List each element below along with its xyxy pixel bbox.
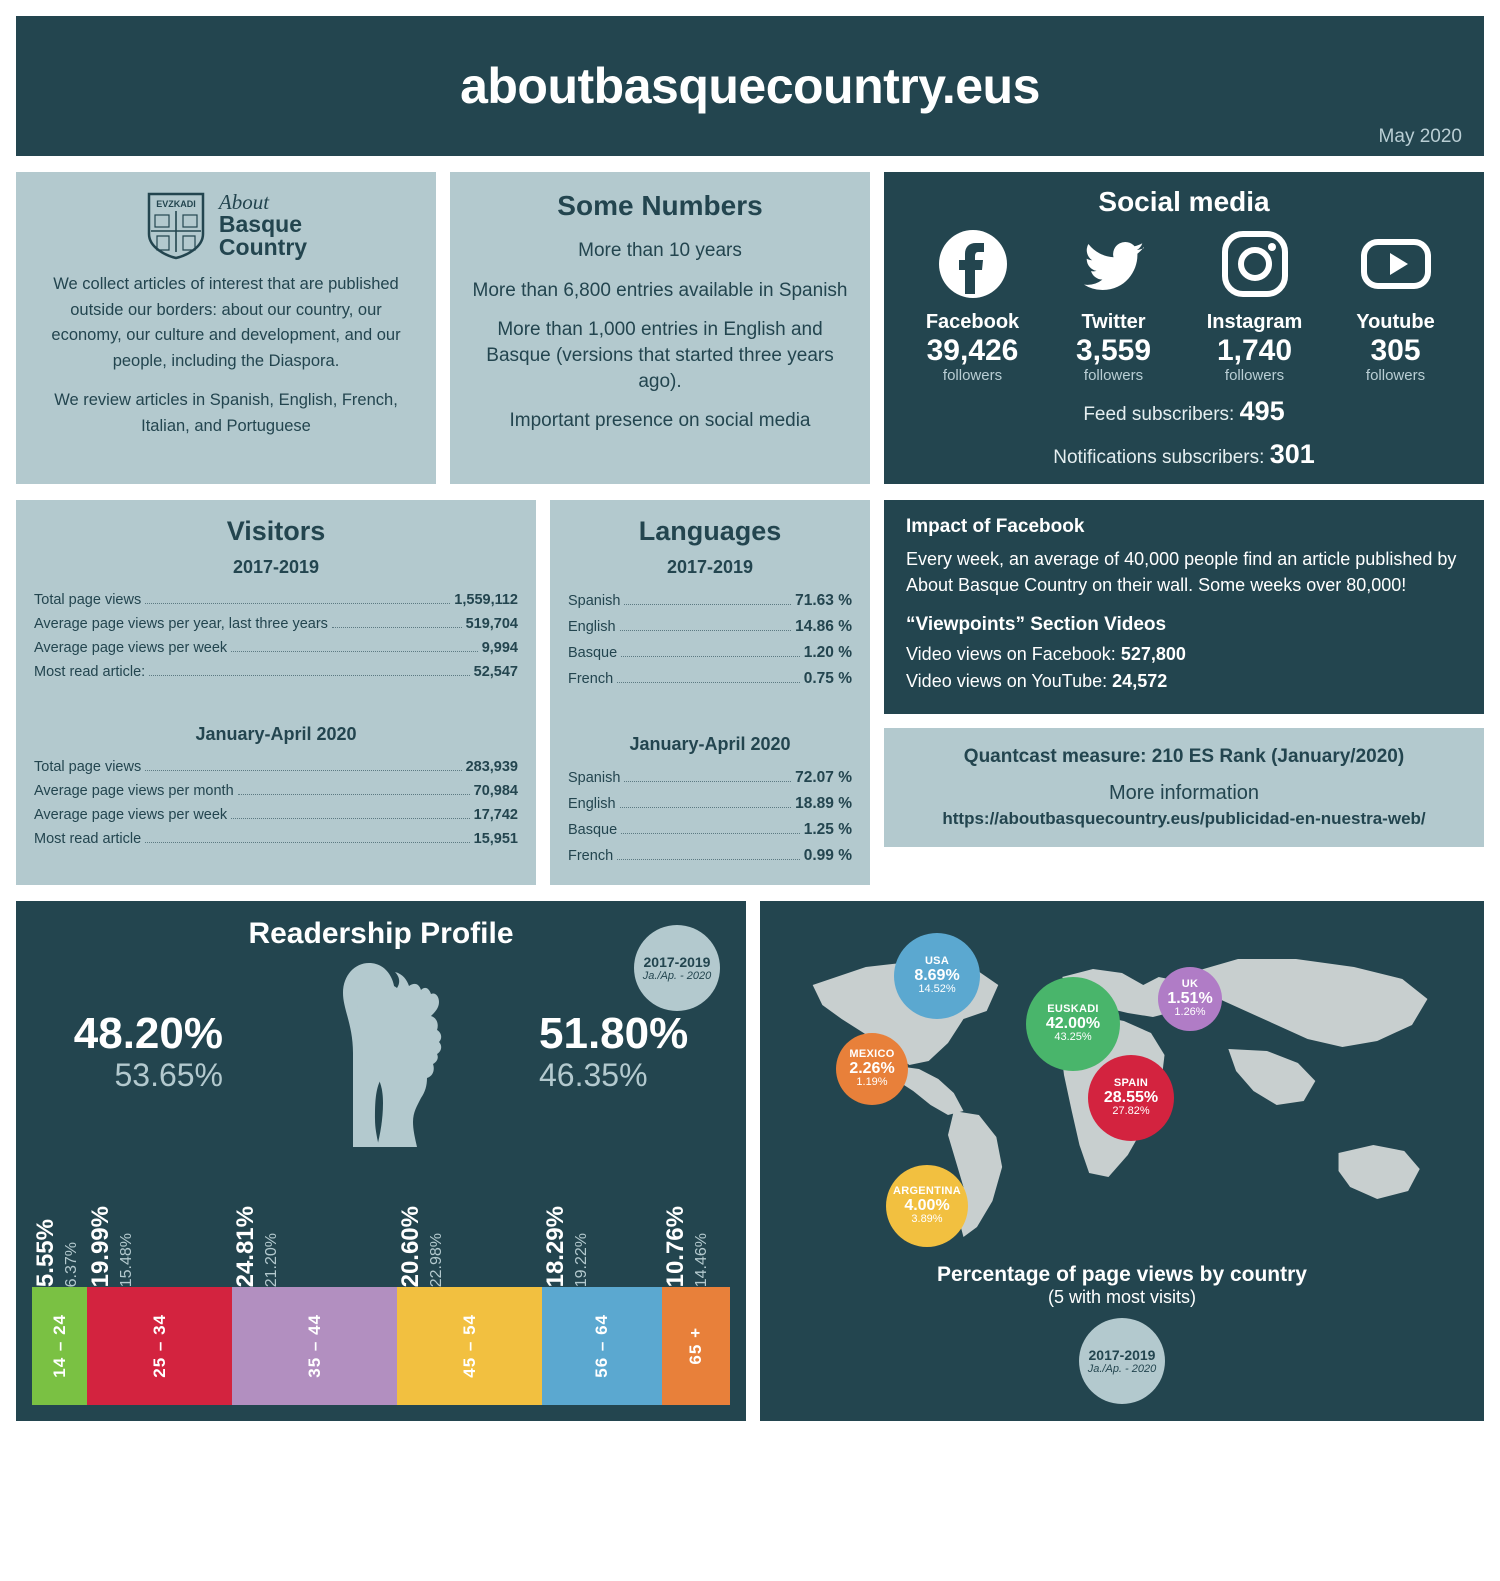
row-label: Basque [568,822,618,838]
row-value: 519,704 [465,616,518,632]
bubble-usa [894,933,980,1019]
video-views-youtube-label: Video views on YouTube: [906,671,1108,692]
number-item-3: More than 1,000 entries in English and Basque (versions that started three years ago). [486,319,834,392]
bubble-country-label: USA [924,955,950,968]
row-value: 1.25 % [803,821,852,838]
twitter-label: Twitter [1081,311,1146,333]
number-item-2: More than 6,800 entries available in Spanish [472,279,848,301]
about-paragraph-2: We review articles in Spanish, English, French, Italian, and Portuguese [54,391,398,435]
row-label: Average page views per week [34,807,228,823]
twitter-icon[interactable] [1078,228,1150,300]
bubble-pct-2: 3.89% [911,1213,943,1226]
logo-country-text: Country [218,233,308,260]
row-value: 14.86 % [795,618,852,635]
languages-list-1 [568,588,852,692]
map-caption [774,1263,1470,1308]
age-bar-35-44 [232,1287,397,1405]
age-range-label: 25 – 34 [149,1314,169,1378]
bubble-uk [1158,967,1222,1031]
dot-leader [617,859,800,860]
facebook-count: 39,426 [926,334,1019,367]
age-pct-1: 10.76% [662,1205,689,1287]
instagram-count: 1,740 [1216,334,1293,367]
row-value: 71.63 % [795,592,852,609]
age-pct-2: 21.20% [263,1232,280,1287]
row-top [16,172,1484,484]
bubble-mexico [836,1033,908,1105]
table-row [568,765,852,791]
readership-title: Readership Profile [248,917,514,950]
legend-period-1: 2017-2019 [643,954,711,970]
age-value-35-44 [232,1157,397,1287]
bubble-country-label: ARGENTINA [892,1185,962,1198]
age-bar-14-24 [32,1287,87,1405]
some-numbers-title: Some Numbers [557,190,763,221]
row-label: Basque [568,645,618,661]
row-label: French [568,671,614,687]
table-row [34,827,518,851]
row-label: Average page views per month [34,783,234,799]
page-header [16,16,1484,156]
map-legend-period-2: Ja./Ap. - 2020 [1087,1363,1157,1375]
age-pct-1: 5.55% [32,1218,59,1287]
readership-panel [16,901,746,1421]
dot-leader [621,833,800,834]
male-percentages [539,1011,729,1092]
dot-leader [617,682,800,683]
age-bar-56-64 [542,1287,662,1405]
age-bars [32,1287,730,1405]
some-numbers-panel [450,172,870,484]
table-row [34,755,518,779]
bubble-pct-1: 8.69% [914,966,960,984]
bubble-argentina [886,1165,968,1247]
instagram-icon[interactable] [1219,228,1291,300]
row-label: English [568,619,616,635]
table-row [568,843,852,869]
table-row [34,636,518,660]
dot-leader [624,781,791,782]
age-pct-2: 19.22% [573,1232,590,1287]
row-label: Total page views [34,592,142,608]
female-percentages [33,1011,223,1092]
table-row [568,614,852,640]
dot-leader [145,842,469,843]
quantcast-title: Quantcast measure: 210 ES Rank (January/2020) [963,746,1405,768]
age-range-label: 35 – 44 [304,1314,324,1378]
row-value: 72.07 % [795,769,852,786]
age-bar-65-plus [662,1287,730,1405]
bubble-spain [1088,1055,1174,1141]
bubble-pct-2: 1.19% [856,1076,888,1089]
impact-title: Impact of Facebook [906,516,1085,537]
visitors-period-1: 2017-2019 [232,557,320,577]
right-column [884,500,1484,885]
table-row [568,666,852,692]
age-range-label: 45 – 54 [459,1314,479,1378]
row-label: English [568,796,616,812]
youtube-unit: followers [1365,367,1426,384]
video-views-facebook [906,644,1462,665]
bubble-pct-2: 27.82% [1112,1105,1150,1118]
notifications-subscribers-label: Notifications subscribers: [1053,447,1265,468]
notifications-subscribers [902,439,1466,470]
age-distribution [32,1157,730,1405]
visitors-panel [16,500,536,885]
table-row [568,588,852,614]
visitors-list-2 [34,755,518,851]
map-caption-line-1: Percentage of page views by country [937,1263,1307,1286]
video-views-youtube-value: 24,572 [1112,671,1168,692]
bubble-country-label: UK [1181,978,1199,991]
facebook-icon[interactable] [937,228,1009,300]
row-value: 70,984 [473,783,518,799]
youtube-label: Youtube [1356,311,1435,333]
youtube-icon[interactable] [1360,228,1432,300]
notifications-subscribers-value: 301 [1269,439,1315,469]
table-row [568,640,852,666]
bubble-pct-1: 4.00% [904,1196,950,1214]
gender-split [16,957,746,1147]
table-row [34,779,518,803]
logo-about-text: About [218,189,270,214]
age-range-label: 65 + [686,1327,705,1365]
about-paragraph-1: We collect articles of interest that are published outside our borders: about our country, our economy, our culture and development, and our people, including the Diaspora. [51,275,401,370]
facebook-unit: followers [942,367,1003,384]
age-pct-2: 14.46% [693,1232,710,1287]
bubble-country-label: SPAIN [1113,1077,1149,1090]
bubble-pct-1: 2.26% [849,1059,895,1077]
instagram-unit: followers [1224,367,1285,384]
age-pct-2: 6.37% [63,1241,80,1287]
age-bar-45-54 [397,1287,542,1405]
visitors-list-1 [34,588,518,684]
about-panel [16,172,436,484]
bubble-country-label: MEXICO [849,1048,895,1061]
row-value: 1,559,112 [454,592,518,608]
instagram-label: Instagram [1206,311,1303,333]
dot-leader [332,627,462,628]
video-views-facebook-value: 527,800 [1120,644,1186,665]
map-legend-badge [1079,1318,1165,1404]
row-label: Most read article: [34,664,146,680]
row-value: 0.99 % [803,847,852,864]
visitors-title: Visitors [226,516,326,546]
advertising-url[interactable]: https://aboutbasquecountry.eus/publicidad-en-nuestra-web/ [942,809,1426,829]
video-views-facebook-label: Video views on Facebook: [906,644,1116,665]
row-value: 283,939 [465,759,518,775]
social-facebook [903,228,1043,384]
age-bar-25-34 [87,1287,232,1405]
dot-leader [620,630,792,631]
viewpoints-title: “Viewpoints” Section Videos [906,614,1167,636]
age-value-25-34 [87,1157,232,1287]
readership-legend-badge [634,925,720,1011]
age-pct-1: 24.81% [232,1205,259,1287]
age-value-56-64 [542,1157,662,1287]
row-middle [16,500,1484,885]
dot-leader [145,770,461,771]
dot-leader [238,794,470,795]
feed-subscribers [902,396,1466,427]
video-views-youtube [906,671,1462,692]
age-range-label: 14 – 24 [49,1314,69,1378]
row-label: French [568,848,614,864]
row-value: 9,994 [481,640,518,656]
map-legend-period-1: 2017-2019 [1088,1347,1156,1363]
social-youtube [1326,228,1466,384]
row-label: Spanish [568,770,621,786]
table-row [568,817,852,843]
world-map [774,915,1470,1255]
euskadi-shield-icon [145,190,207,260]
impact-panel [884,500,1484,714]
page-title: aboutbasquecountry.eus [460,58,1040,114]
social-media-title: Social media [1098,186,1270,217]
more-information-label: More information [1108,782,1260,805]
impact-text: Every week, an average of 40,000 people find an article published by About Basque Country on their wall. Some weeks over 80,000! [906,549,1457,596]
age-pct-1: 20.60% [397,1205,424,1287]
female-pct-2: 53.65% [114,1056,223,1093]
row-label: Average page views per year, last three years [34,616,328,632]
row-value: 52,547 [473,664,518,680]
age-value-14-24 [32,1157,87,1287]
bubble-euskadi [1026,977,1120,1071]
number-item-1: More than 10 years [578,240,742,261]
row-label: Spanish [568,593,621,609]
bubble-pct-2: 43.25% [1054,1031,1092,1044]
bubble-pct-1: 1.51% [1167,989,1213,1007]
svg-text:EVZKADI: EVZKADI [156,199,196,209]
social-media-panel [884,172,1484,484]
age-pct-1: 18.29% [542,1205,569,1287]
feed-subscribers-label: Feed subscribers: [1083,404,1235,425]
languages-period-1: 2017-2019 [666,557,754,577]
table-row [34,612,518,636]
dot-leader [231,651,478,652]
age-pct-1: 19.99% [87,1205,114,1287]
languages-list-2 [568,765,852,869]
row-value: 15,951 [473,831,518,847]
dot-leader [621,656,800,657]
bubble-country-label: EUSKADI [1047,1003,1099,1016]
dot-leader [149,675,469,676]
male-pct-2: 46.35% [539,1056,648,1093]
dot-leader [231,818,469,819]
age-pct-2: 22.98% [428,1232,445,1287]
table-row [34,588,518,612]
row-value: 18.89 % [795,795,852,812]
brand-logo [36,190,416,260]
legend-period-2: Ja./Ap. - 2020 [642,970,712,982]
dot-leader [620,807,792,808]
row-value: 1.20 % [803,644,852,661]
facebook-label: Facebook [925,311,1020,333]
age-pct-2: 15.48% [118,1232,135,1287]
number-item-4: Important presence on social media [509,410,811,432]
languages-panel [550,500,870,885]
social-instagram [1185,228,1325,384]
dot-leader [145,603,450,604]
quantcast-panel [884,728,1484,847]
age-value-65-plus [662,1157,730,1287]
logo-basque-text: Basque [218,210,302,237]
table-row [568,791,852,817]
map-caption-line-2: (5 with most visits) [1047,1287,1197,1307]
row-label: Most read article [34,831,142,847]
languages-title: Languages [638,516,782,546]
row-value: 17,742 [473,807,518,823]
languages-period-2: January-April 2020 [629,734,791,754]
twitter-count: 3,559 [1075,334,1152,367]
row-label: Average page views per week [34,640,228,656]
youtube-count: 305 [1370,334,1421,367]
bubble-pct-2: 14.52% [918,983,956,996]
row-value: 0.75 % [803,670,852,687]
feed-subscribers-value: 495 [1239,396,1285,426]
female-pct-1: 48.20% [73,1009,223,1059]
male-pct-1: 51.80% [539,1009,689,1059]
twitter-unit: followers [1083,367,1144,384]
bubble-pct-1: 28.55% [1103,1088,1159,1106]
dot-leader [624,604,791,605]
map-panel [760,901,1484,1421]
visitors-period-2: January-April 2020 [195,724,357,744]
table-row [34,803,518,827]
age-values [32,1157,730,1287]
social-twitter [1044,228,1184,384]
report-date: May 2020 [1378,126,1462,147]
table-row [34,660,518,684]
gender-silhouettes-icon [231,957,531,1147]
row-bottom [16,901,1484,1421]
bubble-pct-2: 1.26% [1174,1006,1206,1019]
age-value-45-54 [397,1157,542,1287]
age-range-label: 56 – 64 [592,1314,611,1378]
bubble-pct-1: 42.00% [1045,1014,1101,1032]
row-label: Total page views [34,759,142,775]
